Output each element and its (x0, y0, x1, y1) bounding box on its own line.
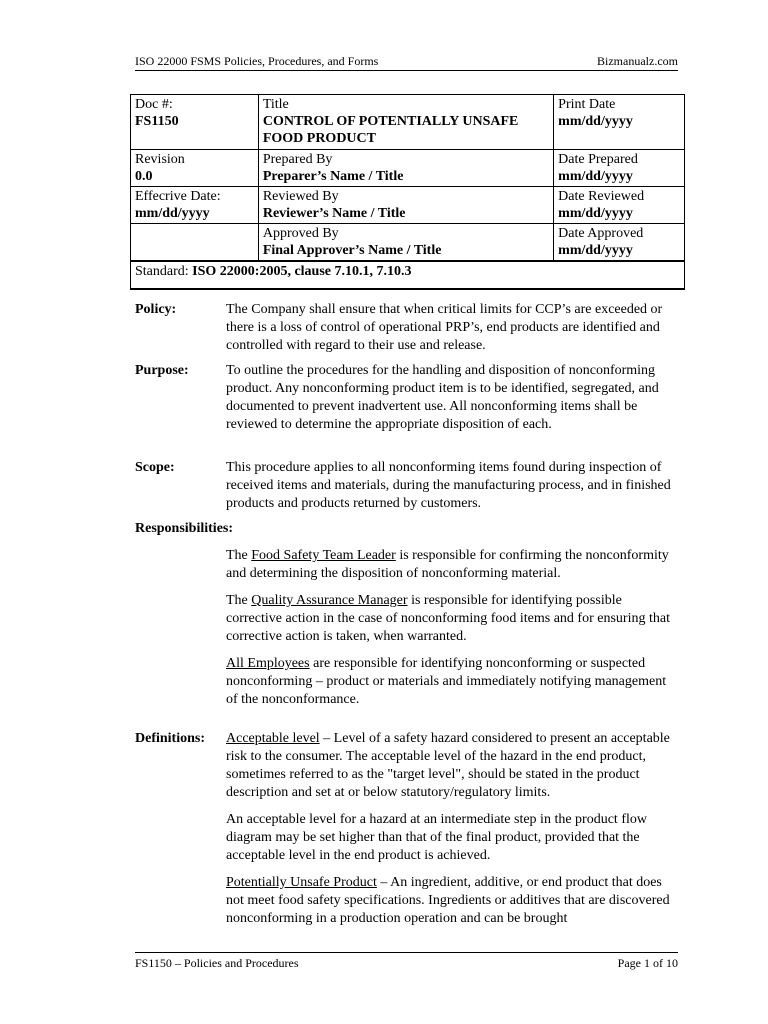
footer-left-text: FS1150 – Policies and Procedures (135, 956, 299, 970)
date-reviewed-label: Date Reviewed (558, 189, 645, 204)
definition-paragraph: An acceptable level for a hazard at an intermediate step in the product flow diagram may be set higher than that of the final product, provided that the acceptable level in the end product is achieved. (226, 812, 647, 863)
reviewed-by-value: Reviewer’s Name / Title (262, 206, 406, 221)
page-footer (135, 952, 678, 969)
date-approved-cell (554, 224, 685, 262)
scope-label: Scope: (135, 460, 175, 475)
standard-label: Standard: (135, 264, 193, 279)
doc-number-cell (131, 95, 259, 150)
page-header (135, 54, 678, 71)
role-food-safety-team-leader: Food Safety Team Leader (251, 548, 396, 563)
doc-number-label: Doc #: (135, 97, 173, 112)
date-approved-value: mm/dd/yyyy (558, 243, 633, 258)
definition-text: – Level of a safety hazard considered to present an acceptable risk to the consumer. The acceptable level of the hazard in the end product, sometimes referred to as the "target level", should be stated in the product description and set at or below statutory/regulatory limits. (226, 731, 670, 800)
responsibility-text: are responsible for identifying nonconforming or suspected nonconforming – product or materials and immediately notifying management of the nonconformance. (226, 656, 667, 707)
approved-by-label: Approved By (262, 226, 339, 241)
standard-cell (131, 261, 685, 289)
approved-by-cell (258, 224, 553, 262)
date-approved-label: Date Approved (558, 226, 644, 241)
reviewed-by-cell (258, 187, 553, 224)
scope-section (135, 459, 680, 513)
definitions-section (135, 730, 680, 937)
header-right-text: Bizmanualz.com (597, 54, 678, 68)
revision-label: Revision (135, 152, 185, 167)
title-line-2: FOOD PRODUCT (262, 131, 376, 146)
document-info-table (130, 94, 685, 290)
reviewed-by-label: Reviewed By (262, 189, 339, 204)
date-prepared-value: mm/dd/yyyy (558, 169, 633, 184)
revision-cell (131, 150, 259, 187)
purpose-section (135, 362, 680, 434)
definitions-label: Definitions: (135, 731, 205, 746)
responsibility-paragraph (226, 547, 680, 583)
header-left-text: ISO 22000 FSMS Policies, Procedures, and Forms (135, 54, 379, 68)
date-reviewed-cell (554, 187, 685, 224)
doc-number-value: FS1150 (135, 114, 179, 129)
print-date-label: Print Date (558, 97, 616, 112)
definition-paragraph (226, 730, 680, 802)
policy-label: Policy: (135, 302, 177, 317)
responsibility-paragraph (226, 592, 680, 646)
definitions-body (226, 730, 680, 928)
empty-cell (131, 224, 259, 262)
term-potentially-unsafe-product: Potentially Unsafe Product (226, 875, 377, 890)
responsibilities-section (135, 520, 680, 718)
print-date-cell (554, 95, 685, 150)
responsibility-text: The (226, 593, 252, 608)
responsibility-text: is responsible for identifying possible corrective action in the case of nonconforming food items and for ensuring that corrective action is taken, when warranted. (226, 593, 670, 644)
date-prepared-cell (554, 150, 685, 187)
responsibility-text: The (226, 548, 252, 563)
title-cell (258, 95, 553, 150)
approved-by-value: Final Approver’s Name / Title (262, 243, 442, 258)
responsibilities-body (226, 547, 680, 709)
role-all-employees: All Employees (226, 656, 310, 671)
print-date-value: mm/dd/yyyy (558, 114, 633, 129)
definition-text: – An ingredient, additive, or end product that does not meet food safety specifications. Ingredients or additives that are discovered nonconforming in a production operation and can be brought (226, 875, 670, 926)
purpose-text: To outline the procedures for the handling and disposition of nonconforming product. Any nonconforming product item is to be identified, segregated, and documented to prevent inadvertent use. All nonconforming items shall be reviewed to determine the appropriate disposition of each. (226, 363, 659, 432)
revision-value: 0.0 (135, 169, 153, 184)
prepared-by-cell (258, 150, 553, 187)
responsibilities-label: Responsibilities: (135, 521, 234, 536)
date-reviewed-value: mm/dd/yyyy (558, 206, 633, 221)
effective-date-cell (131, 187, 259, 224)
responsibility-text: is responsible for confirming the nonconformity and determining the disposition of nonconforming material. (226, 548, 669, 581)
prepared-by-label: Prepared By (262, 152, 333, 167)
policy-section (135, 301, 680, 355)
purpose-label: Purpose: (135, 363, 189, 378)
title-label: Title (262, 97, 289, 112)
responsibility-paragraph (226, 655, 680, 709)
date-prepared-label: Date Prepared (558, 152, 638, 167)
definition-paragraph (226, 874, 680, 928)
prepared-by-value: Preparer’s Name / Title (262, 169, 404, 184)
effective-date-label: Effecrive Date: (135, 189, 221, 204)
effective-date-value: mm/dd/yyyy (135, 206, 210, 221)
policy-text: The Company shall ensure that when critical limits for CCP’s are exceeded or there is a loss of control of operational PRP’s, end products are identified and controlled with regard to their use and release. (226, 302, 663, 353)
role-quality-assurance-manager: Quality Assurance Manager (251, 593, 408, 608)
term-acceptable-level: Acceptable level (226, 731, 320, 746)
scope-text: This procedure applies to all nonconforming items found during inspection of received items and materials, during the manufacturing process, and in finished products and products returned by customers. (226, 460, 671, 511)
title-line-1: CONTROL OF POTENTIALLY UNSAFE (262, 114, 519, 129)
page-number: Page 1 of 10 (617, 956, 678, 970)
standard-value: ISO 22000:2005, clause 7.10.1, 7.10.3 (192, 264, 412, 279)
